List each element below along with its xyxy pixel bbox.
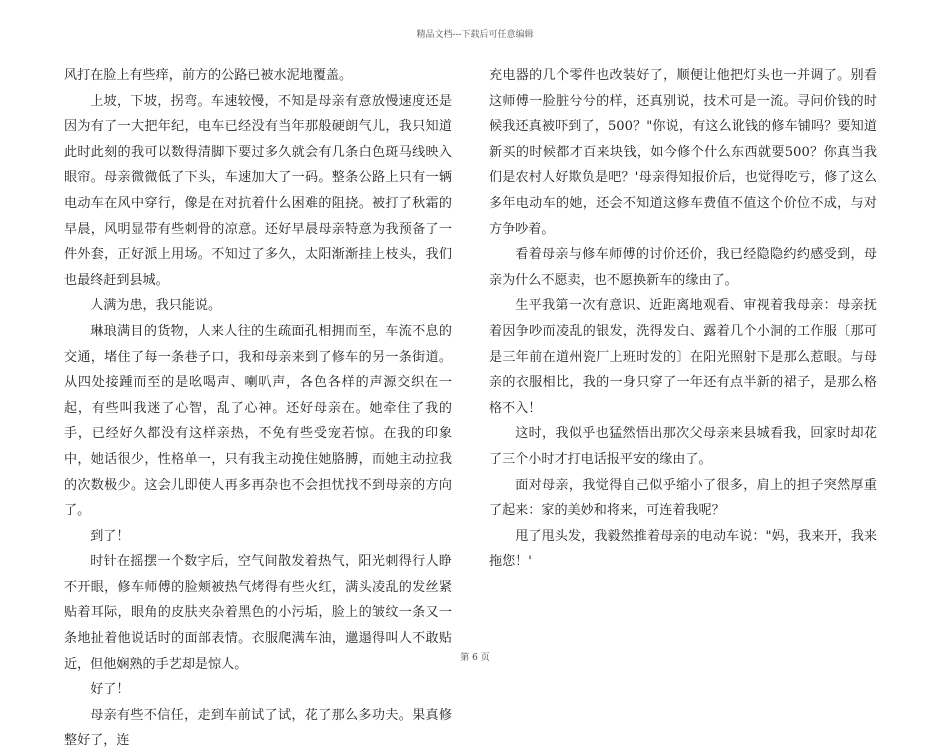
paragraph: 生平我第一次有意识、近距离地观看、审视着我母亲：母亲抚着因争吵而凌乱的银发，洗得发白、露着几个小洞的工作服〔那可是三年前在道州瓷厂上班时发的〕在阳光照射下是那么惹眼。与母亲的衣服相比，我的一身只穿了一年还有点半新的裙子，是那么格格不入！ bbox=[489, 298, 877, 416]
paragraph: 琳琅满目的货物，人来人往的生疏面孔相拥而至，车流不息的交通，堵住了每一条巷子口，我和母亲来到了修车的另一条街道。从四处接踵而至的是吆喝声、喇叭声，各色各样的声源交织在一起，有些叫我迷了心智，乱了心神。还好母亲在。她牵住了我的手，已经好久都没有这样亲热，不免有些受宠若惊。在我的印象中，她话很少，性格单一，只有我主动挽住她胳膊，而她主动拉我的次数极少。这会儿即使人再多再杂也不会担忧找不到母亲的方向了。 bbox=[64, 323, 452, 519]
paragraph: 人满为患，我只能说。 bbox=[90, 298, 222, 314]
paragraph: 上坡，下坡，拐弯。车速较慢，不知是母亲有意放慢速度还是因为有了一大把年纪，电车已经没有当年那般硬朗气儿，我只知道此时此刻的我可以数得清脚下要过多久就会有几条白色斑马线映入眼帘。母亲微微低了下头，车速加大了一码。整条公路上只有一辆电动车在风中穿行，像是在对抗着什么困难的阻挠。被打了秋霜的早晨，风明显带有些刺骨的凉意。还好早晨母亲特意为我预备了一件外套，正好派上用场。不知过了多久，太阳渐渐挂上枝头，我们也最终赶到县城。 bbox=[64, 93, 452, 288]
paragraph: 甩了甩头发，我毅然推着母亲的电动车说："妈，我来开，我来拖您！' bbox=[489, 528, 877, 570]
paragraph: 时针在摇摆一个数字后，空气间散发着热气，阳光刺得行人睁不开眼，修车师傅的脸颊被热气烤得有些火红，满头凌乱的发丝紧贴着耳际，眼角的皮肤夹杂着黑色的小污垢，脸上的皱纹一条又一条地扯着他说话时的面部表情。衣服爬满车油，邋遢得叫人不敢贴近，但他娴熟的手艺却是惊人。 bbox=[64, 554, 452, 672]
paragraph: 充电器的几个零件也改装好了，顺便让他把灯头也一并调了。别看这师傅一脸脏兮兮的样，还真别说，技术可是一流。寻问价钱的时候我还真被吓到了，500？"你说，有这么讹钱的修车铺吗？要知道新买的时候都才百来块钱，如今修个什么东西就要500？你真当我们是农村人好欺负是吧？'母亲得知报价后，也觉得吃亏，修了这么多年电动车的她，还会不知道这修车费值不值这个价位不成，与对方争吵着。 bbox=[489, 68, 877, 237]
paragraph: 这时，我似乎也猛然悟出那次父母亲来县城看我，回家时却花了三个小时才打电话报平安的缘由了。 bbox=[489, 426, 877, 467]
paragraph: 好了！ bbox=[90, 682, 130, 698]
paragraph: 母亲有些不信任，走到车前试了试，花了那么多功夫。果真修整好了，连 bbox=[64, 707, 452, 749]
page-number: 第 6 页 bbox=[460, 653, 490, 663]
paragraph: 面对母亲，我觉得自己似乎缩小了很多，肩上的担子突然厚重了起来：家的美妙和将来，可连着我呢？ bbox=[489, 477, 877, 519]
paragraph: 风打在脸上有些痒，前方的公路已被水泥地覆盖。 bbox=[64, 68, 353, 83]
right-column bbox=[489, 63, 877, 575]
paragraph: 看着母亲与修车师傅的讨价还价，我已经隐隐约约感受到，母亲为什么不愿卖，也不愿换新车的缘由了。 bbox=[489, 247, 877, 288]
paragraph: 到了！ bbox=[90, 528, 130, 544]
page-header: 精品文档---下载后可任意编辑 bbox=[416, 30, 534, 40]
